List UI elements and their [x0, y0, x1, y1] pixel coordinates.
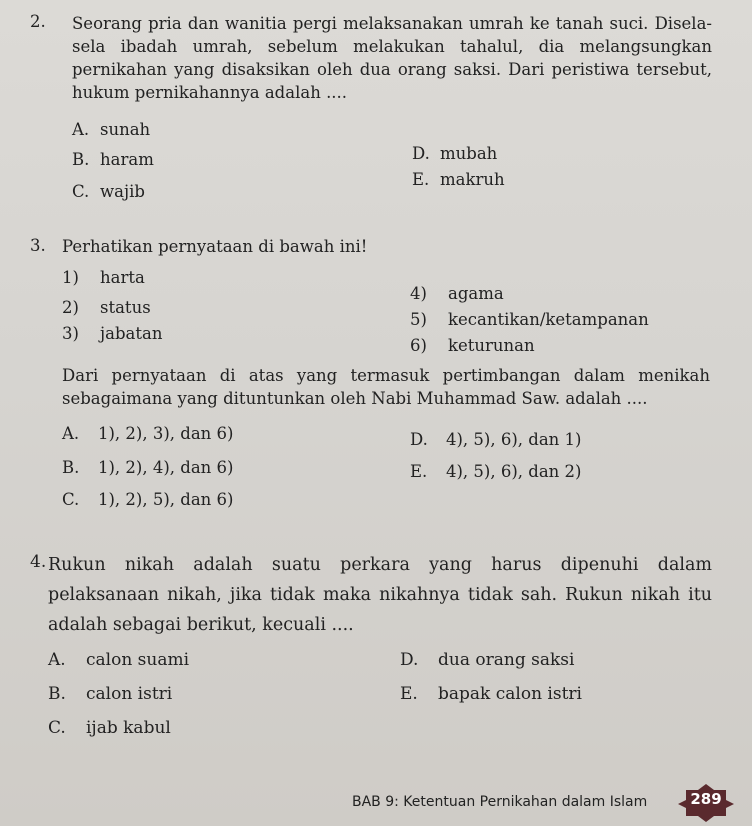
q3-statement-4: 4) agama — [410, 284, 504, 303]
q3-option-c: C. 1), 2), 5), dan 6) — [62, 490, 234, 509]
q4-option-b: B. calon istri — [48, 684, 173, 704]
q4-option-e: E. bapak calon istri — [400, 684, 582, 704]
q3-intro: Perhatikan pernyataan di bawah ini! — [62, 237, 368, 256]
q2-option-b: B. haram — [72, 150, 154, 169]
q3-statement-2: 2) status — [62, 298, 151, 317]
chapter-footer: BAB 9: Ketentuan Pernikahan dalam Islam — [352, 794, 648, 810]
q3-number: 3. — [30, 236, 46, 255]
page-number: 289 — [690, 790, 722, 808]
q2-option-c: C. wajib — [72, 182, 145, 201]
q4-option-d: D. dua orang saksi — [400, 650, 575, 670]
q4-option-a: A. calon suami — [48, 650, 190, 670]
q2-option-d: D. mubah — [412, 144, 498, 163]
q4-number: 4. — [30, 552, 47, 572]
q3-option-e: E. 4), 5), 6), dan 2) — [410, 462, 582, 481]
q3-option-a: A. 1), 2), 3), dan 6) — [62, 424, 234, 443]
q3-statement-5: 5) kecantikan/ketampanan — [410, 310, 649, 329]
q4-option-c: C. ijab kabul — [48, 718, 171, 738]
q2-option-e: E. makruh — [412, 170, 505, 189]
q3-statement-3: 3) jabatan — [62, 324, 163, 343]
q2-option-a: A. sunah — [72, 120, 151, 139]
q2-number: 2. — [30, 12, 46, 31]
q3-statement-6: 6) keturunan — [410, 336, 535, 355]
q3-option-b: B. 1), 2), 4), dan 6) — [62, 458, 234, 477]
q4-stem: Rukun nikah adalah suatu perkara yang harus dipenuhi dalam pelaksanaan nikah, jika tidak maka nikahnya tidak sah. Rukun nikah itu adalah sebagai berikut, kecuali .... — [48, 555, 712, 635]
q2-stem: Seorang pria dan wanitia pergi melaksanakan umrah ke tanah suci. Disela-sela ibadah umrah, sebelum melakukan tahalul, dia melangsungkan pernikahan yang disaksikan oleh dua orang saksi. Dari peristiwa tersebut, hukum pernikahannya adalah .... — [72, 14, 712, 102]
q3-statement-1: 1) harta — [62, 268, 145, 287]
q3-option-d: D. 4), 5), 6), dan 1) — [410, 430, 582, 449]
q3-stem: Dari pernyataan di atas yang termasuk pertimbangan dalam menikah sebagaimana yang dituntunkan oleh Nabi Muhammad Saw. adalah .... — [62, 366, 710, 408]
